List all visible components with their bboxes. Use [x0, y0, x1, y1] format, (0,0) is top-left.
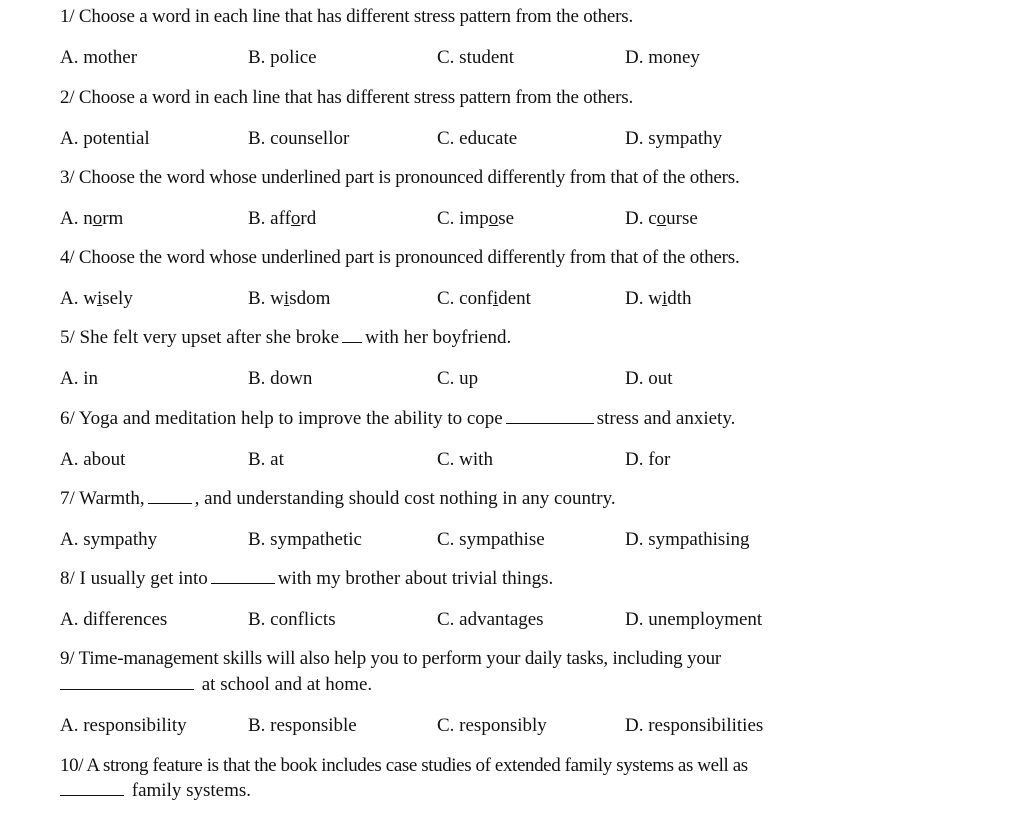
q4-option-a-prefix: A. w — [60, 288, 97, 309]
question-9-stem-continuation — [60, 674, 372, 696]
q8-blank — [211, 569, 275, 584]
q4-option-d-rest: dth — [667, 288, 692, 309]
q4-option-b — [248, 288, 330, 310]
q5-stem-post: with her boyfriend. — [365, 327, 512, 348]
q4-option-b-rest: sdom — [289, 288, 331, 309]
q3-option-b-prefix: B. aff — [248, 208, 291, 229]
q8-option-a: A. differences — [60, 609, 168, 630]
q9-stem-cont: at school and at home. — [201, 674, 373, 695]
question-9-stem: 9/ Time-management skills will also help you to perform your daily tasks, including your — [60, 648, 722, 669]
q1-option-c: C. student — [437, 47, 515, 68]
q4-option-c-rest: dent — [498, 288, 531, 309]
q7-blank — [148, 489, 192, 504]
q9-option-a: A. responsibility — [60, 715, 187, 736]
q4-option-d-underlined: i — [661, 288, 668, 309]
q1-option-d: D. money — [625, 47, 700, 68]
q8-option-c: C. advantages — [437, 609, 544, 630]
question-10-stem: 10/ A strong feature is that the book includes case studies of extended family systems as well as — [60, 755, 748, 776]
q3-option-a-underlined: o — [92, 208, 103, 229]
q9-option-c: C. responsibly — [437, 715, 547, 736]
q6-option-b: B. at — [248, 449, 284, 470]
q9-option-d: D. responsibilities — [625, 715, 764, 736]
q4-option-b-prefix: B. w — [248, 288, 284, 309]
q7-stem-pre: 7/ Warmth, — [60, 488, 145, 509]
q5-option-d: D. out — [625, 368, 673, 389]
question-5-stem — [60, 327, 511, 349]
q9-option-b: B. responsible — [248, 715, 357, 736]
q3-option-b-underlined: o — [290, 208, 301, 229]
q5-option-b: B. down — [248, 368, 313, 389]
question-6-stem — [60, 408, 735, 430]
q4-option-c-underlined: i — [492, 288, 499, 309]
q3-option-d-rest: urse — [666, 208, 698, 229]
q3-option-d-prefix: D. c — [625, 208, 657, 229]
question-8-stem — [60, 568, 553, 590]
q3-option-c-rest: se — [498, 208, 515, 229]
question-3-stem: 3/ Choose the word whose underlined part is pronounced differently from that of the others. — [60, 167, 740, 188]
q4-option-d — [625, 288, 692, 310]
q4-option-b-underlined: i — [283, 288, 290, 309]
q10-blank — [60, 781, 124, 796]
q8-option-b: B. conflicts — [248, 609, 336, 630]
question-7-stem — [60, 488, 616, 510]
q4-option-c-prefix: C. conf — [437, 288, 493, 309]
q8-option-d: D. unemployment — [625, 609, 763, 630]
q4-option-c — [437, 288, 531, 310]
q3-option-d — [625, 208, 698, 230]
q7-option-b: B. sympathetic — [248, 529, 362, 550]
q3-option-d-underlined: o — [656, 208, 667, 229]
question-4-stem: 4/ Choose the word whose underlined part is pronounced differently from that of the others. — [60, 247, 740, 268]
q3-option-c-underlined: o — [488, 208, 499, 229]
q6-stem-pre: 6/ Yoga and meditation help to improve the ability to cope — [60, 408, 503, 429]
q10-stem-cont: family systems. — [131, 780, 252, 801]
q2-option-c: C. educate — [437, 128, 518, 149]
question-2-stem: 2/ Choose a word in each line that has different stress pattern from the others. — [60, 87, 634, 108]
q2-option-b: B. counsellor — [248, 128, 350, 149]
q3-option-c — [437, 208, 514, 230]
question-1-stem: 1/ Choose a word in each line that has different stress pattern from the others. — [60, 6, 634, 27]
q6-blank — [506, 409, 594, 424]
q6-option-c: C. with — [437, 449, 493, 470]
q3-option-a-rest: rm — [102, 208, 124, 229]
q5-blank — [342, 328, 362, 343]
q2-option-d: D. sympathy — [625, 128, 723, 149]
q5-stem-pre: 5/ She felt very upset after she broke — [60, 327, 340, 348]
q8-stem-post: with my brother about trivial things. — [277, 568, 554, 589]
question-10-stem-continuation — [60, 780, 251, 802]
q3-option-b-rest: rd — [300, 208, 317, 229]
q4-option-a-rest: sely — [102, 288, 133, 309]
q8-stem-pre: 8/ I usually get into — [60, 568, 208, 589]
q3-option-a — [60, 208, 123, 230]
q4-option-a — [60, 288, 133, 310]
q4-option-a-underlined: i — [96, 288, 103, 309]
q7-option-a: A. sympathy — [60, 529, 158, 550]
q4-option-d-prefix: D. w — [625, 288, 662, 309]
q3-option-b — [248, 208, 316, 230]
q3-option-c-prefix: C. imp — [437, 208, 489, 229]
q7-option-c: C. sympathise — [437, 529, 545, 550]
q6-option-a: A. about — [60, 449, 126, 470]
q7-stem-post: , and understanding should cost nothing in any country. — [194, 488, 616, 509]
q2-option-a: A. potential — [60, 128, 150, 149]
q3-option-a-prefix: A. n — [60, 208, 93, 229]
q1-option-a: A. mother — [60, 47, 138, 68]
q1-option-b: B. police — [248, 47, 317, 68]
q7-option-d: D. sympathising — [625, 529, 750, 550]
q9-blank — [60, 675, 194, 690]
q5-option-a: A. in — [60, 368, 98, 389]
q5-option-c: C. up — [437, 368, 479, 389]
q6-stem-post: stress and anxiety. — [596, 408, 736, 429]
q6-option-d: D. for — [625, 449, 671, 470]
